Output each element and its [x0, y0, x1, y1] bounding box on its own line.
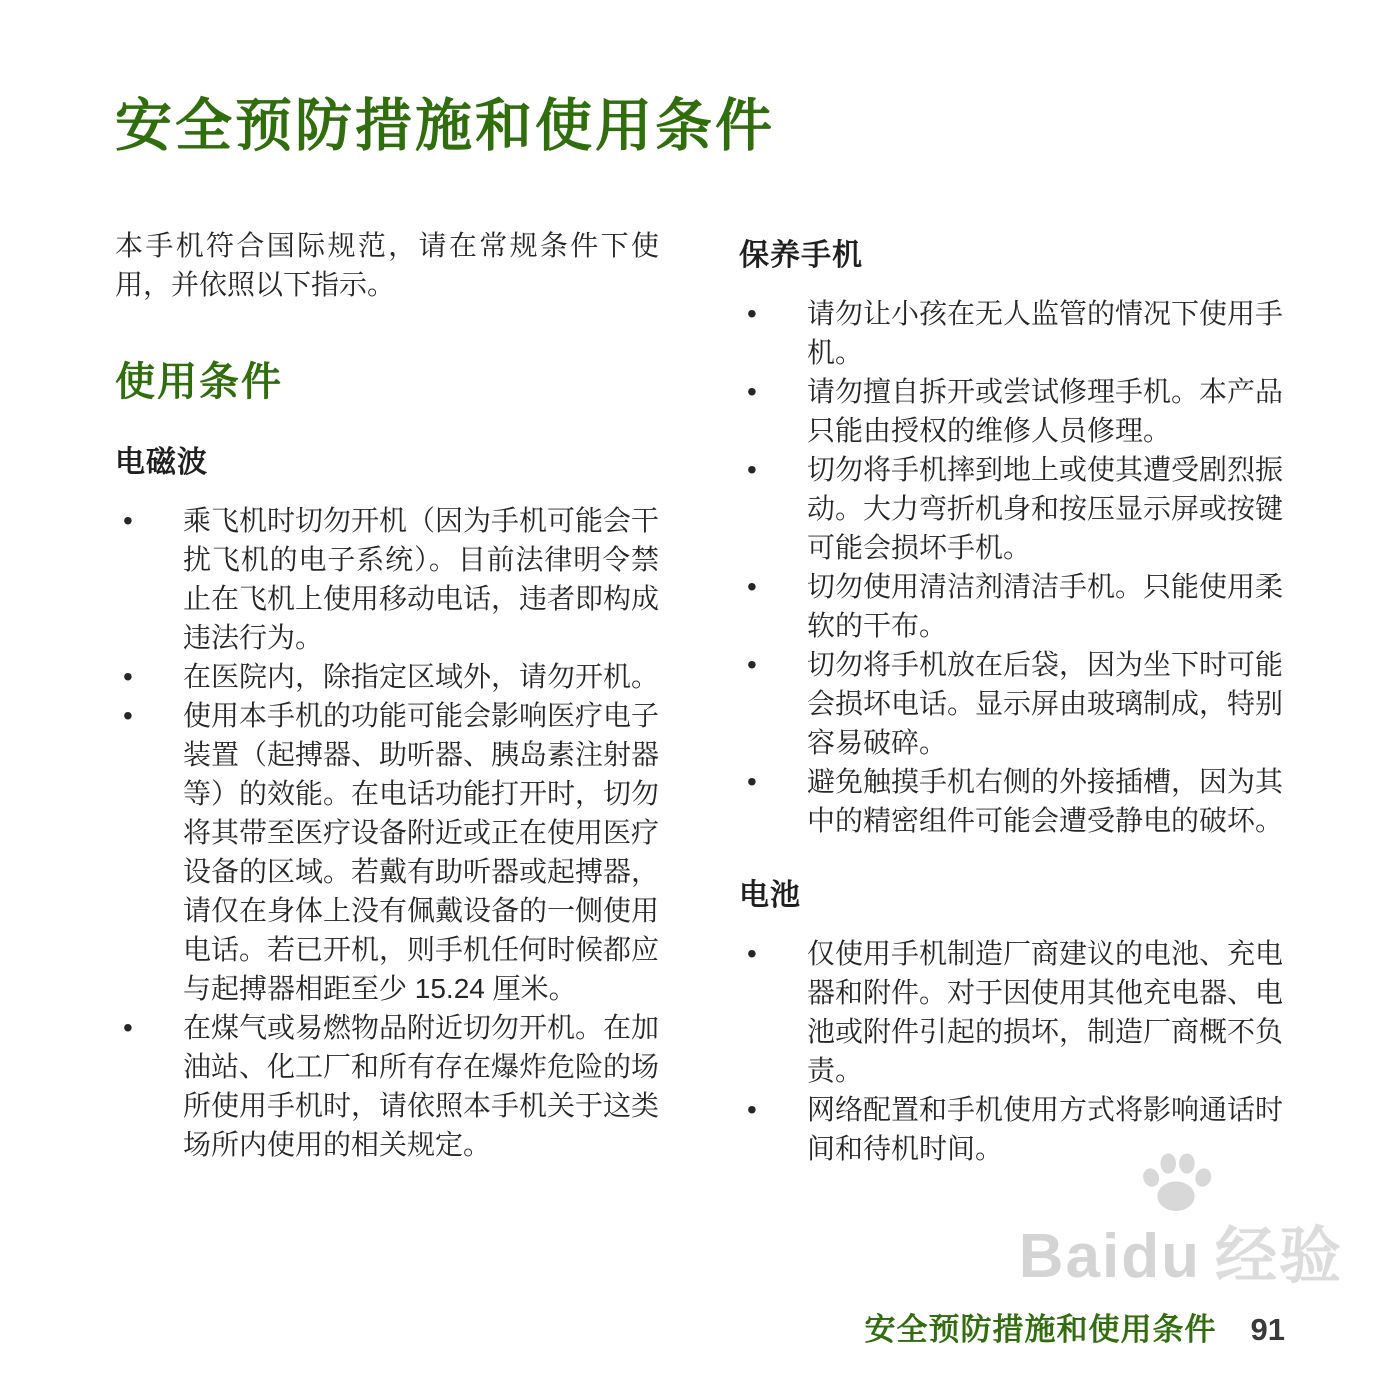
bullet-icon: • [123, 699, 133, 731]
bullet-icon: • [747, 570, 757, 602]
battery-bullet-list [739, 934, 1283, 1168]
bullet-text: 在煤气或易燃物品附近切勿开机。在加油站、化工厂和所有存在爆炸危险的场所使用手机时，请依照本手机关于这类场所内使用的相关规定。 [183, 1011, 660, 1160]
list-item [115, 501, 659, 657]
bullet-icon: • [747, 937, 757, 969]
bullet-text: 网络配置和手机使用方式将影响通话时间和待机时间。 [807, 1093, 1284, 1164]
baidu-jingyan-watermark [1019, 1206, 1343, 1295]
bullet-icon: • [747, 453, 757, 485]
bullet-text: 请勿擅自拆开或尝试修理手机。本产品只能由授权的维修人员修理。 [807, 375, 1284, 446]
intro-paragraph: 本手机符合国际规范，请在常规条件下使用，并依照以下指示。 [115, 229, 659, 300]
electromagnetic-bullet-list [115, 501, 659, 1164]
bullet-icon: • [747, 297, 757, 329]
bullet-text: 请勿让小孩在无人监管的情况下使用手机。 [807, 297, 1284, 368]
list-item [115, 657, 659, 696]
watermark-suffix-text: 经验 [1214, 1222, 1343, 1291]
bullet-text: 使用本手机的功能可能会影响医疗电子装置（起搏器、助听器、胰岛素注射器等）的效能。在电话功能打开时，切勿将其带至医疗设备附近或正在使用医疗设备的区域。若戴有助听器或起搏器，请仅在身体上没有佩戴设备的一侧使用电话。若已开机，则手机任何时候都应与起搏器相距至少 15.24 厘米。 [183, 699, 660, 1004]
sub-heading-care: 保养手机 [739, 238, 863, 272]
sub-heading-battery: 电池 [739, 878, 801, 912]
sub-heading-electromagnetic: 电磁波 [115, 445, 208, 479]
bullet-text: 切勿将手机放在后袋，因为坐下时可能会损坏电话。显示屏由玻璃制成，特别容易破碎。 [807, 648, 1284, 758]
list-item [739, 567, 1283, 645]
bullet-icon: • [123, 660, 133, 692]
bullet-icon: • [747, 375, 757, 407]
footer-chapter-label: 安全预防措施和使用条件 [864, 1312, 1217, 1347]
bullet-text: 乘飞机时切勿开机（因为手机可能会干扰飞机的电子系统）。目前法律明令禁止在飞机上使用移动电话，违者即构成违法行为。 [183, 504, 660, 653]
page-footer [865, 1304, 1285, 1349]
paw-icon [1137, 1148, 1215, 1218]
bullet-icon: • [123, 1011, 133, 1043]
bullet-icon: • [747, 1093, 757, 1125]
list-item [739, 645, 1283, 762]
bullet-text: 切勿使用清洁剂清洁手机。只能使用柔软的干布。 [807, 570, 1284, 641]
page-title: 安全预防措施和使用条件 [115, 94, 775, 158]
care-bullet-list [739, 294, 1283, 840]
bullet-icon: • [123, 504, 133, 536]
bullet-text: 仅使用手机制造厂商建议的电池、充电器和附件。对于因使用其他充电器、电池或附件引起的损坏，制造厂商概不负责。 [807, 937, 1284, 1086]
list-item [739, 934, 1283, 1090]
right-column [739, 226, 1283, 1168]
footer-page-number: 91 [1250, 1312, 1285, 1347]
watermark-brand-text: Baidu [1018, 1222, 1201, 1291]
list-item [739, 294, 1283, 372]
section-heading-usage: 使用条件 [115, 359, 283, 404]
list-item [739, 450, 1283, 567]
bullet-text: 在医院内，除指定区域外，请勿开机。 [183, 660, 660, 692]
list-item [739, 372, 1283, 450]
list-item [115, 1008, 659, 1164]
bullet-text: 避免触摸手机右侧的外接插槽，因为其中的精密组件可能会遭受静电的破坏。 [807, 765, 1284, 836]
list-item [115, 696, 659, 1008]
list-item [739, 762, 1283, 840]
two-column-layout [115, 226, 1283, 1168]
bullet-icon: • [747, 648, 757, 680]
bullet-icon: • [747, 765, 757, 797]
left-column [115, 226, 659, 1164]
bullet-text: 切勿将手机摔到地上或使其遭受剧烈振动。大力弯折机身和按压显示屏或按键可能会损坏手机。 [807, 453, 1284, 563]
